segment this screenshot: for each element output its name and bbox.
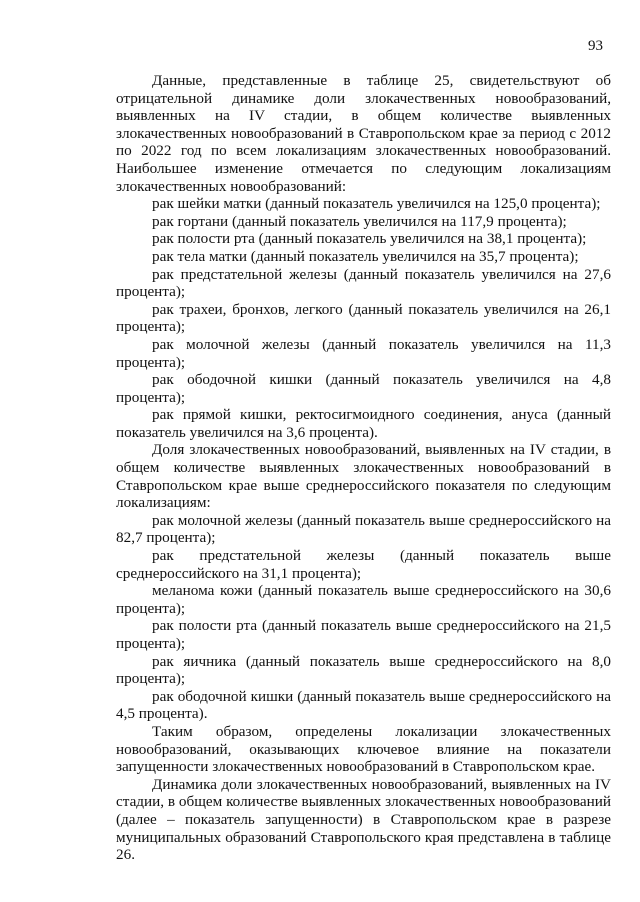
list-item: рак прямой кишки, ректосигмоидного соединения, ануса (данный показатель увеличился на 3,6 процента). [116,406,611,441]
list-item: рак полости рта (данный показатель увеличился на 38,1 процента); [152,230,587,248]
paragraph-conclusion: Таким образом, определены локализации злокачественных новообразований, оказывающих ключевое влияние на показатели запущенности злокачественных новообразований в Ставропольском крае. [116,722,611,776]
list-item: рак предстательной железы (данный показатель увеличился на 27,6 процента); [116,265,611,301]
list-item: меланома кожи (данный показатель выше среднероссийского на 30,6 процента); [116,582,611,617]
list-item: рак предстательной железы (данный показатель выше среднероссийского на 31,1 процента); [116,547,611,582]
list-item: рак ободочной кишки (данный показатель увеличился на 4,8 процента); [116,371,611,406]
paragraph-table-reference: Динамика доли злокачественных новообразований, выявленных на IV стадии, в общем количестве выявленных злокачественных новообразований (далее – показатель запущенности) в Ставропольском крае в разрезе муниципальных образований Ставропольского края представлена в таблице 26. [116,775,611,864]
document-body [116,72,611,864]
page-number: 93 [588,38,603,54]
list-item: рак молочной железы (данный показатель выше среднероссийского на 82,7 процента); [116,511,611,547]
list-item: рак полости рта (данный показатель выше среднероссийского на 21,5 процента); [116,617,611,652]
list-item: рак молочной железы (данный показатель увеличился на 11,3 процента); [116,335,611,371]
list-item: рак тела матки (данный показатель увеличился на 35,7 процента); [152,247,579,265]
list-item: рак шейки матки (данный показатель увеличился на 125,0 процента); [152,195,601,213]
list-item: рак трахеи, бронхов, легкого (данный показатель увеличился на 26,1 процента); [116,300,611,336]
paragraph-above-average: Доля злокачественных новообразований, выявленных на IV стадии, в общем количестве выявленных злокачественных новообразований в Ставропольском крае выше среднероссийского показателя по следующим локализациям: [116,441,611,512]
paragraph-intro: Данные, представленные в таблице 25, свидетельствуют об отрицательной динамике доли злокачественных новообразований, выявленных на IV стадии, в общем количестве выявленных злокачественных новообразований в Ставропольском крае за период с 2012 по 2022 год по всем локализациям злокачественных новообразований. Наибольшее изменение отмечается по следующим локализациям злокачественных новообразований: [116,72,611,195]
list-item: рак яичника (данный показатель выше среднероссийского на 8,0 процента); [116,652,611,688]
list-item: рак ободочной кишки (данный показатель выше среднероссийского на 4,5 процента). [116,687,611,723]
list-item: рак гортани (данный показатель увеличился на 117,9 процента); [152,212,567,230]
